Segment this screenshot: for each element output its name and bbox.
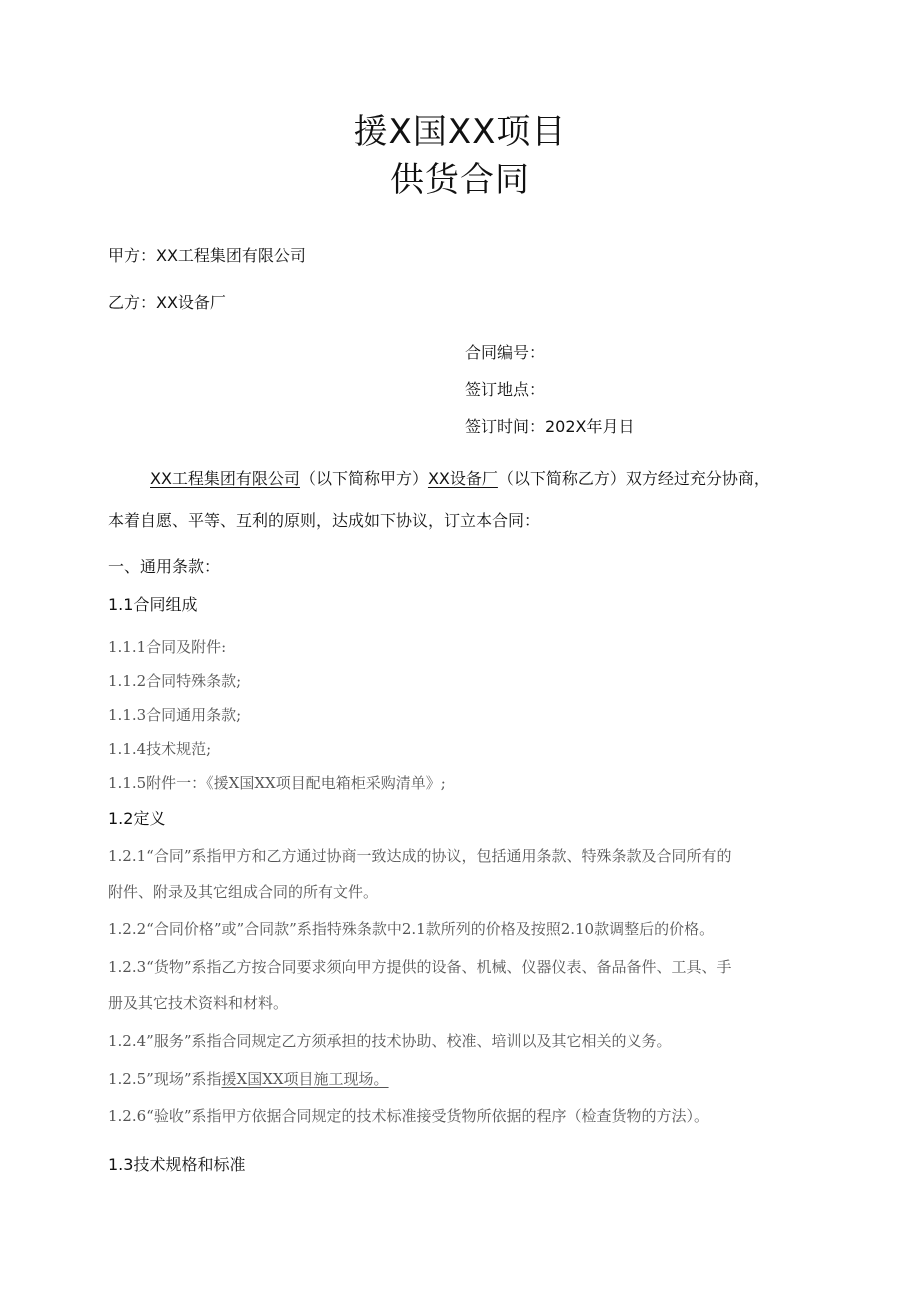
section-general-terms: 一、通用条款： [108, 557, 221, 576]
clause-1-1-5: 1.1.5附件一：《援X国XX项目配电箱柜采购清单》; [108, 774, 446, 792]
intro-party-a-name: XX工程集团有限公司 [150, 469, 300, 488]
intro-party-b-name: XX设备厂 [427, 469, 498, 488]
clause-1-2-1-line2: 附件、附录及其它组成合同的所有文件。 [108, 883, 379, 901]
clause-1-1-2: 1.1.2合同特殊条款; [108, 672, 242, 690]
intro-text-2: （以下简称乙方）双方经过充分协商， [497, 469, 770, 488]
clause-1-1-1: 1.1.1合同及附件: [108, 638, 227, 656]
clause-1-2-6: 1.2.6“验收”系指甲方依据合同规定的技术标准接受货物所依据的程序（检查货物的方法）。 [108, 1107, 710, 1125]
contract-number: 合同编号： [465, 343, 546, 362]
intro-paragraph [150, 466, 770, 489]
section-1-1-heading: 1.1合同组成 [108, 595, 198, 614]
clause-1-2-5-prefix: 1.2.5”现场”系指 [108, 1070, 222, 1088]
clause-1-2-1-line1: 1.2.1“合同”系指甲方和乙方通过协商一致达成的协议，包括通用条款、特殊条款及合同所有的 [108, 847, 732, 865]
clause-1-2-3-line1: 1.2.3“货物”系指乙方按合同要求须向甲方提供的设备、机械、仪器仪表、备品备件、工具、手 [108, 958, 732, 976]
sign-time: 签订时间：202X年月日 [465, 417, 635, 436]
section-1-2-heading: 1.2定义 [108, 809, 166, 828]
party-a: 甲方：XX工程集团有限公司 [108, 246, 306, 265]
sign-place: 签订地点： [465, 380, 546, 399]
clause-1-2-2: 1.2.2“合同价格”或”合同款”系指特殊条款中2.1款所列的价格及按照2.10款调整后的价格。 [108, 920, 715, 938]
intro-text-1: （以下简称甲方） [299, 469, 428, 488]
clause-1-2-3-line2: 册及其它技术资料和材料。 [108, 994, 289, 1012]
clause-1-1-3: 1.1.3合同通用条款; [108, 706, 242, 724]
intro-line-2: 本着自愿、平等、互利的原则，达成如下协议，订立本合同： [108, 511, 541, 530]
document-title: 援X国XX项目 [353, 112, 567, 152]
clause-1-2-5-site: 援X国XX项目施工现场。 [221, 1070, 389, 1088]
clause-1-1-4: 1.1.4技术规范; [108, 740, 212, 758]
clause-1-2-5 [108, 1068, 389, 1089]
party-b: 乙方：XX设备厂 [108, 293, 226, 312]
section-1-3-heading: 1.3技术规格和标准 [108, 1155, 246, 1174]
document-subtitle: 供货合同 [390, 160, 530, 200]
clause-1-2-4: 1.2.4”服务”系指合同规定乙方须承担的技术协助、校准、培训以及其它相关的义务。 [108, 1032, 672, 1050]
